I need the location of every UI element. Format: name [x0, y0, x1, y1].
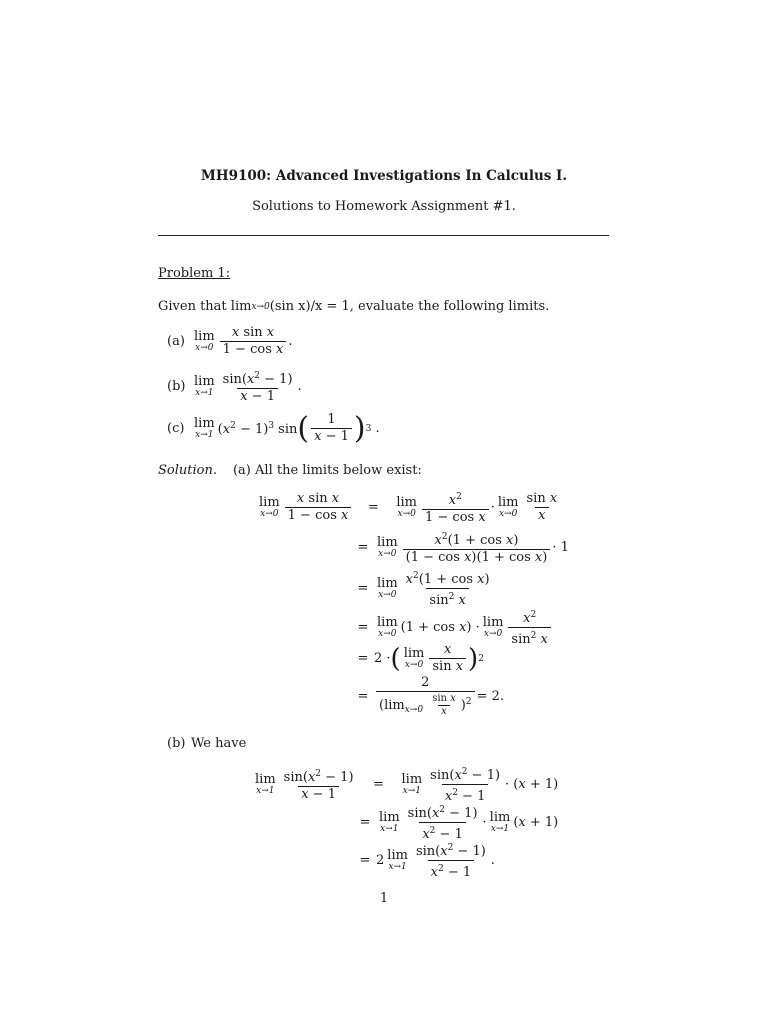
- eq-a-line-6: = 2 ($\lim_{x\to 0}$ $\frac{\text{sin x}}{x}$ )$^2$ = 2.: [357, 675, 505, 717]
- eq-b-line-2: = lim x→1 $\frac{\sin(x^2 - 1)}{x^2 - 1}$ · lim x→1 (x + 1): [359, 805, 559, 842]
- fraction: $\frac{\text{x sin x}}{\text{1 − cos x}}$: [220, 326, 287, 357]
- item-c-label: (c): [167, 421, 185, 436]
- limit-operator: lim x→1: [194, 374, 215, 398]
- solution-label: Solution.: [158, 463, 217, 478]
- solution-line: [158, 463, 422, 478]
- eq-a-line-1: lim x→0 $\frac{\text{x sin x}}{\text{1 − cos x}}$ = lim x→0 $\frac{x^2}{\text{1 − cos x}}$ · lim x→0 $\frac{\text{sin x}}{x}$: [259, 491, 558, 525]
- problem-item-b: (b) lim x→1 $\frac{\sin(x^2 - 1)}{x - 1}$ .: [167, 371, 302, 404]
- item-b-label: (b): [167, 379, 186, 394]
- limit-operator: lim x→0: [194, 329, 215, 353]
- solution-a-text: All the limits below exist:: [255, 463, 422, 478]
- solution-b-label: (b): [167, 736, 186, 751]
- fraction: $\frac{\sin(x^2 - 1)}{x - 1}$: [222, 371, 293, 404]
- eq-a-line-3: = lim x→0 $\frac{x^2(1 + \cos x)}{\sin^2 x}$: [357, 571, 490, 608]
- intro-limit-sub: x→0: [251, 301, 270, 312]
- eq-a-line-2: = lim x→0 $\frac{x^2(1 + \cos x)}{\text{(1 − cos x)(1 + cos x)}}$ · 1: [357, 532, 569, 565]
- limit-operator: lim x→1: [194, 416, 215, 440]
- eq-a-line-4: = lim x→0 (1 + cos x) · lim x→0 $\frac{x^2}{\sin^2 x}$: [352, 608, 553, 647]
- problem-item-c: (c) lim x→1 $(x^2 - 1)^3$ sin ( $\frac{1}{x - 1}$ ) 3 .: [167, 410, 380, 446]
- eq-b-line-3: = 2 lim x→1 $\frac{\sin(x^2 - 1)}{x^2 - 1}$ .: [359, 843, 495, 880]
- problem-item-a: (a) lim x→0 $\frac{\text{x sin x}}{\text{1 − cos x}}$ .: [167, 325, 293, 357]
- page-number: 1: [379, 891, 389, 906]
- intro-lead: Given that lim: [158, 299, 252, 314]
- eq-b-line-1: lim x→1 $\frac{\sin(x^2 - 1)}{x - 1}$ = lim x→1 $\frac{\sin(x^2 - 1)}{x^2 - 1}$ · (x + 1): [255, 767, 559, 804]
- solution-a-label: (a): [232, 463, 251, 478]
- solution-b-line: [167, 736, 246, 751]
- item-a-label: (a): [167, 334, 185, 349]
- problem-heading: Problem 1:: [158, 266, 231, 281]
- document-subtitle: Solutions to Homework Assignment #1.: [252, 199, 516, 214]
- solution-b-text: We have: [191, 736, 247, 751]
- intro-tail: (sin x)/x = 1, evaluate the following limits.: [269, 299, 550, 314]
- fraction: $\frac{1}{x - 1}$: [311, 413, 352, 444]
- eq-a-line-5: = 2 · ( lim x→0 $\frac{x}{\text{sin x}}$ ) 2: [357, 642, 484, 674]
- title-divider: [158, 235, 609, 236]
- problem-intro: [158, 299, 549, 314]
- document-title: MH9100: Advanced Investigations In Calculus I.: [200, 168, 568, 184]
